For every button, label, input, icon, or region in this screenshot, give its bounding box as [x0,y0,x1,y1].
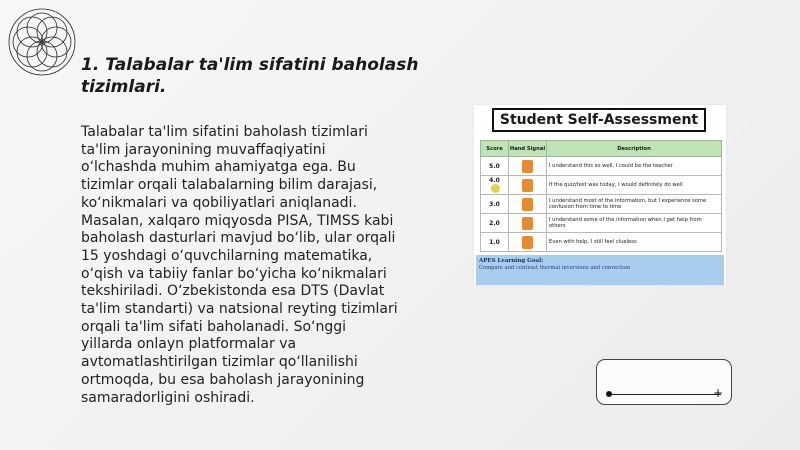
header-description: Description [547,141,722,157]
row-score: 5.0 [481,157,509,176]
row-description: Even with help, I still feel clueless [547,233,722,252]
hand-signal-icon [522,160,533,173]
slide-title: 1. Talabalar ta'lim sifatini baholash tizimlari. [81,55,419,97]
row-score: 1.0 [481,233,509,252]
self-assessment-title: Student Self-Assessment [492,108,706,132]
hand-cell [509,233,547,252]
hand-signal-icon [522,179,533,192]
row-score: 2.0 [481,214,509,233]
header-score: Score [481,141,509,157]
table-row [481,214,722,233]
row-description: I understand some of the information when I get help from others [547,214,722,233]
table-row [481,157,722,176]
table-row [481,233,722,252]
hand-signal-icon [522,198,533,211]
table-header-row [481,141,722,157]
learning-goal-label: APES Learning Goal: [479,258,544,264]
table-row [481,176,722,195]
hand-cell [509,157,547,176]
row-description: If the quiz/test was today, I would definitely do well [547,176,722,195]
row-score: 3.0 [481,195,509,214]
self-assessment-table [480,140,722,252]
plus-icon[interactable]: + [713,386,724,400]
smiley-icon [491,184,500,193]
header-hand-signal: Hand Signal [509,141,547,157]
row-description: I understand most of the information, but I experience some confusion from time to time [547,195,722,214]
self-assessment-image [474,105,726,285]
table-row [481,195,722,214]
row-score-cell [481,176,509,195]
hand-signal-icon [522,236,533,249]
hand-cell [509,195,547,214]
row-description: I understand this so well, I could be the teacher [547,157,722,176]
slider-track[interactable] [609,394,721,395]
learning-goal-box [476,255,724,285]
row-score: 4.0 [489,177,500,184]
hand-cell [509,214,547,233]
slider-widget[interactable] [596,359,732,405]
learning-goal-text: Compare and contrast thermal inversions and convection [479,265,631,271]
hand-cell [509,176,547,195]
slide-body-text: Talabalar ta'lim sifatini baholash tizimlari ta'lim jarayonining muvaffaqiyatini o‘lchashda muhim ahamiyatga ega. Bu tizimlar orqali talabalarning bilim darajasi, ko‘nikmalari va qobiliyatlari aniqlanadi. Masalan, xalqaro miqyosda PISA, TIMSS kabi baholash dasturlari mavjud bo‘lib, ular orqali 15 yoshdagi o‘quvchilarning matematika, o‘qish va tabiiy fanlar bo‘yicha ko‘nikmalari tekshiriladi. O‘zbekistonda esa DTS (Davlat ta'lim standarti) va natsional reyting tizimlari orqali ta'lim sifati baholanadi. So‘nggi yillarda onlayn platformalar va avtomatlashtirilgan tizimlar qo‘llanilishi ortmoqda, bu esa baholash jarayonining samaradorligini oshiradi. [81,124,398,406]
spirograph-logo-icon [6,6,78,78]
hand-signal-icon [522,217,533,230]
slider-handle[interactable] [606,391,612,397]
